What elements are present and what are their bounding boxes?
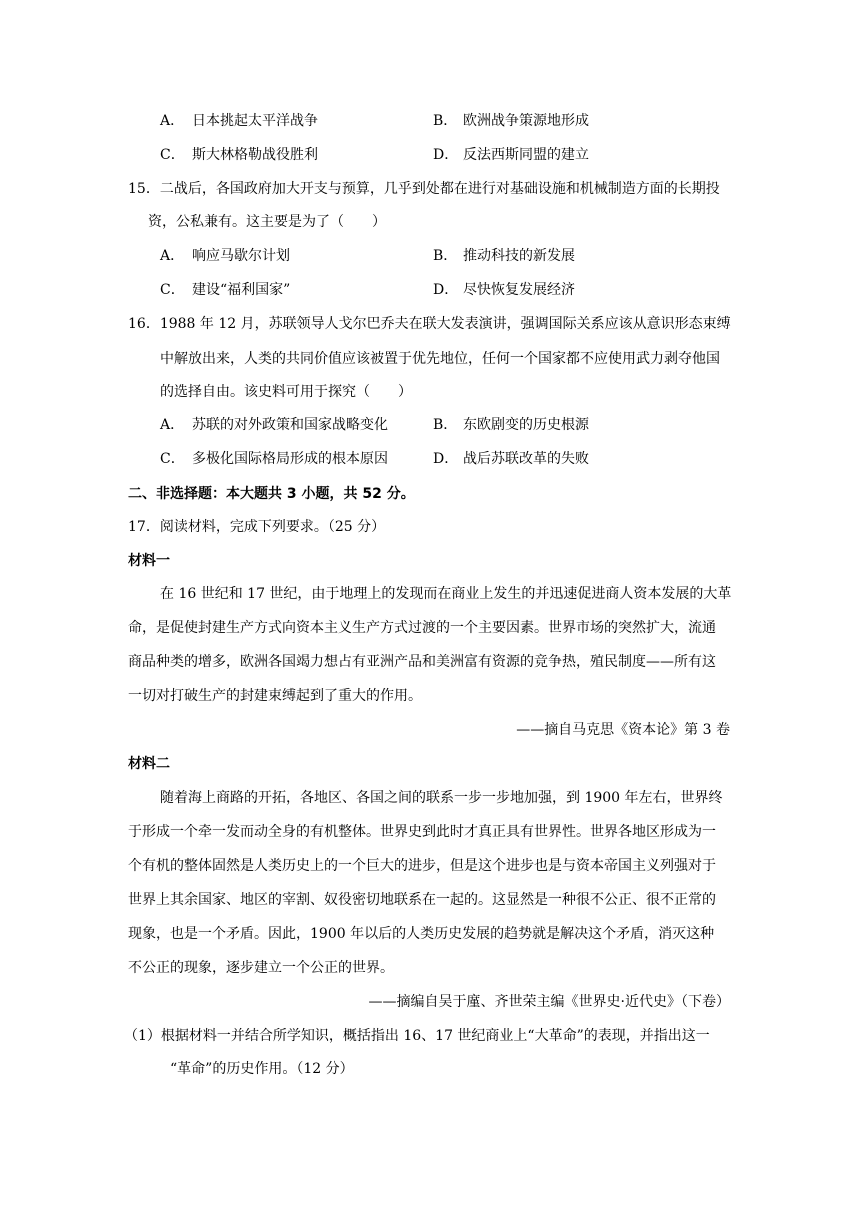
q17-sub1-line1: （1）根据材料一并结合所学知识，概括指出 16、17 世纪商业上“大革命”的表现，并指出这一: [124, 1028, 710, 1044]
material2-line: 随着海上商路的开拓，各地区、各国之间的联系一步一步地加强，到 1900 年左右，世界终: [160, 790, 723, 806]
option-letter: D．: [433, 147, 459, 163]
option-text: 建设“福利国家”: [192, 282, 291, 298]
material1-line: 商品种类的增多，欧洲各国竭力想占有亚洲产品和美洲富有资源的竞争热，殖民制度——所有这: [128, 654, 716, 670]
q16-stem-line3: 的选择自由。该史料可用于探究（ ）: [160, 384, 412, 400]
material2-line: 于形成一个牵一发而动全身的有机整体。世界史到此时才真正具有世界性。世界各地区形成为一: [128, 824, 716, 840]
q15-stem-line2: 资，公私兼有。这主要是为了（ ）: [148, 214, 386, 230]
option-letter: A．: [160, 113, 185, 129]
option-text: 斯大林格勒战役胜利: [192, 147, 318, 163]
option-letter: C．: [160, 147, 185, 163]
q16-stem-line2: 中解放出来，人类的共同价值应该被置于优先地位，任何一个国家都不应使用武力剥夺他国: [160, 351, 720, 367]
option-text: 反法西斯同盟的建立: [463, 147, 589, 163]
q15-stem-line1: 15．二战后，各国政府加大开支与预算，几乎到处都在进行对基础设施和机械制造方面的长期投: [128, 181, 720, 197]
section-heading: 二、非选择题：本大题共 3 小题，共 52 分。: [128, 486, 415, 502]
option-text: 响应马歇尔计划: [192, 248, 290, 264]
option-letter: B．: [433, 248, 458, 264]
option-letter: C．: [160, 282, 185, 298]
option-letter: B．: [433, 417, 458, 433]
option-letter: B．: [433, 113, 458, 129]
option-text: 东欧剧变的历史根源: [463, 417, 589, 433]
option-text: 欧洲战争策源地形成: [463, 113, 589, 129]
option-letter: A．: [160, 248, 185, 264]
q17-stem: 17．阅读材料，完成下列要求。（25 分）: [128, 519, 386, 535]
option-text: 战后苏联改革的失败: [463, 451, 589, 467]
material1-source: ——摘自马克思《资本论》第 3 卷: [516, 722, 730, 738]
option-text: 推动科技的新发展: [463, 248, 575, 264]
material2-line: 不公正的现象，逐步建立一个公正的世界。: [128, 960, 394, 976]
material1-line: 命，是促使封建生产方式向资本主义生产方式过渡的一个主要因素。世界市场的突然扩大，流通: [128, 620, 716, 636]
material2-line: 世界上其余国家、地区的宰割、奴役密切地联系在一起的。这显然是一种很不公正、很不正常的: [128, 892, 716, 908]
q16-stem-line1: 16．1988 年 12 月，苏联领导人戈尔巴乔夫在联大发表演讲，强调国际关系应该从意识形态束缚: [128, 316, 731, 332]
option-letter: C．: [160, 451, 185, 467]
option-text: 尽快恢复发展经济: [463, 282, 575, 298]
material2-line: 个有机的整体固然是人类历史上的一个巨大的进步，但是这个进步也是与资本帝国主义列强对于: [128, 858, 716, 874]
material1-line: 一切对打破生产的封建束缚起到了重大的作用。: [128, 688, 422, 704]
option-text: 日本挑起太平洋战争: [192, 113, 318, 129]
material2-line: 现象，也是一个矛盾。因此，1900 年以后的人类历史发展的趋势就是解决这个矛盾，消灭这种: [128, 926, 715, 942]
q17-sub1-line2: “革命”的历史作用。（12 分）: [170, 1061, 354, 1077]
option-text: 苏联的对外政策和国家战略变化: [192, 417, 388, 433]
option-letter: D．: [433, 282, 459, 298]
option-letter: A．: [160, 417, 185, 433]
option-text: 多极化国际格局形成的根本原因: [192, 451, 388, 467]
material2-source: ——摘编自吴于廑、齐世荣主编《世界史·近代史》（下卷）: [368, 994, 730, 1010]
option-letter: D．: [433, 451, 459, 467]
material1-line: 在 16 世纪和 17 世纪，由于地理上的发现而在商业上发生的并迅速促进商人资本发展的大革: [160, 586, 732, 602]
material2-label: 材料二: [128, 756, 170, 772]
material1-label: 材料一: [128, 553, 170, 569]
